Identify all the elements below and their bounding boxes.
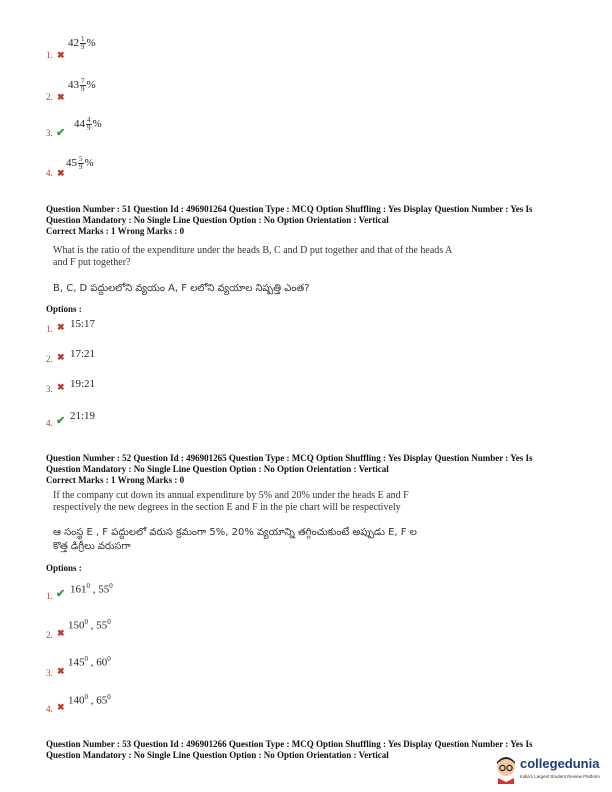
- question-meta: Question Number : 53 Question Id : 496901266 Question Type : MCQ Option Shuffling : Yes Display Question Number : Yes Is Question Mandatory : No Single Line Question Option : No Option Orientation : Vertical: [46, 739, 533, 760]
- question-text-english: What is the ratio of the expenditure under the heads B, C and D put together and that of the heads A and F put together?: [53, 245, 452, 268]
- option-text: $140^0$ , $65^0$: [68, 693, 111, 707]
- wrong-mark-icon: ✖: [57, 50, 65, 60]
- question-meta: Question Number : 51 Question Id : 496901264 Question Type : MCQ Option Shuffling : Yes Display Question Number : Yes Is Question Mandatory : No Single Line Question Option : No Option Orientation : Vertical Correct Marks : 1 Wrong Marks : 0: [46, 204, 566, 237]
- option-number: 2.: [46, 354, 53, 364]
- student-mascot-icon: [494, 754, 518, 784]
- marks-line: Correct Marks : 1 Wrong Marks : 0: [46, 226, 185, 236]
- option-value: 45 $\frac{5}{9}$ %: [66, 155, 94, 171]
- question-meta: Question Number : 52 Question Id : 496901265 Question Type : MCQ Option Shuffling : Yes Display Question Number : Yes Is Question Mandatory : No Single Line Question Option : No Option Orientation : Vertical Correct Marks : 1 Wrong Marks : 0: [46, 453, 566, 486]
- question-text-english: If the company cut down its annual expenditure by 5% and 20% under the heads E and F respectively the new degrees in the section E and F in the pie chart will be respectively: [53, 490, 409, 513]
- wrong-mark-icon: ✖: [57, 702, 65, 712]
- option-number: 3.: [46, 384, 53, 394]
- option-text: 15:17: [70, 318, 96, 330]
- wrong-mark-icon: ✖: [57, 322, 65, 332]
- marks-line: Correct Marks : 1 Wrong Marks : 0: [46, 475, 185, 485]
- option-text: $161^0$ , $55^0$: [70, 582, 113, 596]
- correct-mark-icon: ✔: [56, 588, 66, 600]
- wrong-mark-icon: ✖: [57, 168, 65, 178]
- logo-tagline: India's Largest Student Review Platform: [520, 774, 600, 779]
- question-text-telugu: B, C, D పద్దులలోని వ్యయం A, F లలోని వ్యయాల నిష్పత్తి ఎంత?: [53, 283, 310, 294]
- option-number: 4.: [46, 418, 53, 428]
- option-number: 3.: [46, 668, 53, 678]
- option-text: $150^0$ , $55^0$: [68, 618, 111, 632]
- options-label: Options :: [46, 304, 82, 314]
- collegedunia-logo: [494, 750, 606, 788]
- option-number: 4.: [46, 168, 53, 178]
- option-number: 3.: [46, 128, 53, 138]
- wrong-mark-icon: ✖: [57, 628, 65, 638]
- option-value: 44 $\frac{4}{9}$ %: [74, 116, 102, 132]
- option-number: 1.: [46, 591, 53, 601]
- wrong-mark-icon: ✖: [57, 666, 65, 676]
- option-text: 21:19: [70, 410, 96, 422]
- option-text: 19:21: [70, 378, 96, 390]
- option-number: 4.: [46, 704, 53, 714]
- option-value: 42 $\frac{1}{9}$ %: [68, 35, 96, 51]
- question-text-telugu: ఆ సంస్థ E , F పద్దులలో వరుస క్రమంగా 5%, 20% వ్యయాన్ని తగ్గించుకుంటే అప్పుడు E, F ల కొత్త డిగ్రీలు వరుసగా: [53, 527, 417, 552]
- logo-wordmark: collegedunia: [520, 756, 600, 771]
- wrong-mark-icon: ✖: [57, 382, 65, 392]
- option-text: 17:21: [70, 348, 96, 360]
- wrong-mark-icon: ✖: [57, 352, 65, 362]
- option-text: $145^0$ , $60^0$: [68, 655, 111, 669]
- option-number: 1.: [46, 50, 53, 60]
- wrong-mark-icon: ✖: [57, 92, 65, 102]
- correct-mark-icon: ✔: [56, 415, 66, 427]
- correct-mark-icon: ✔: [56, 127, 66, 139]
- option-value: 43 $\frac{7}{9}$ %: [68, 77, 96, 93]
- options-label: Options :: [46, 563, 82, 573]
- option-number: 2.: [46, 630, 53, 640]
- option-number: 2.: [46, 92, 53, 102]
- option-number: 1.: [46, 324, 53, 334]
